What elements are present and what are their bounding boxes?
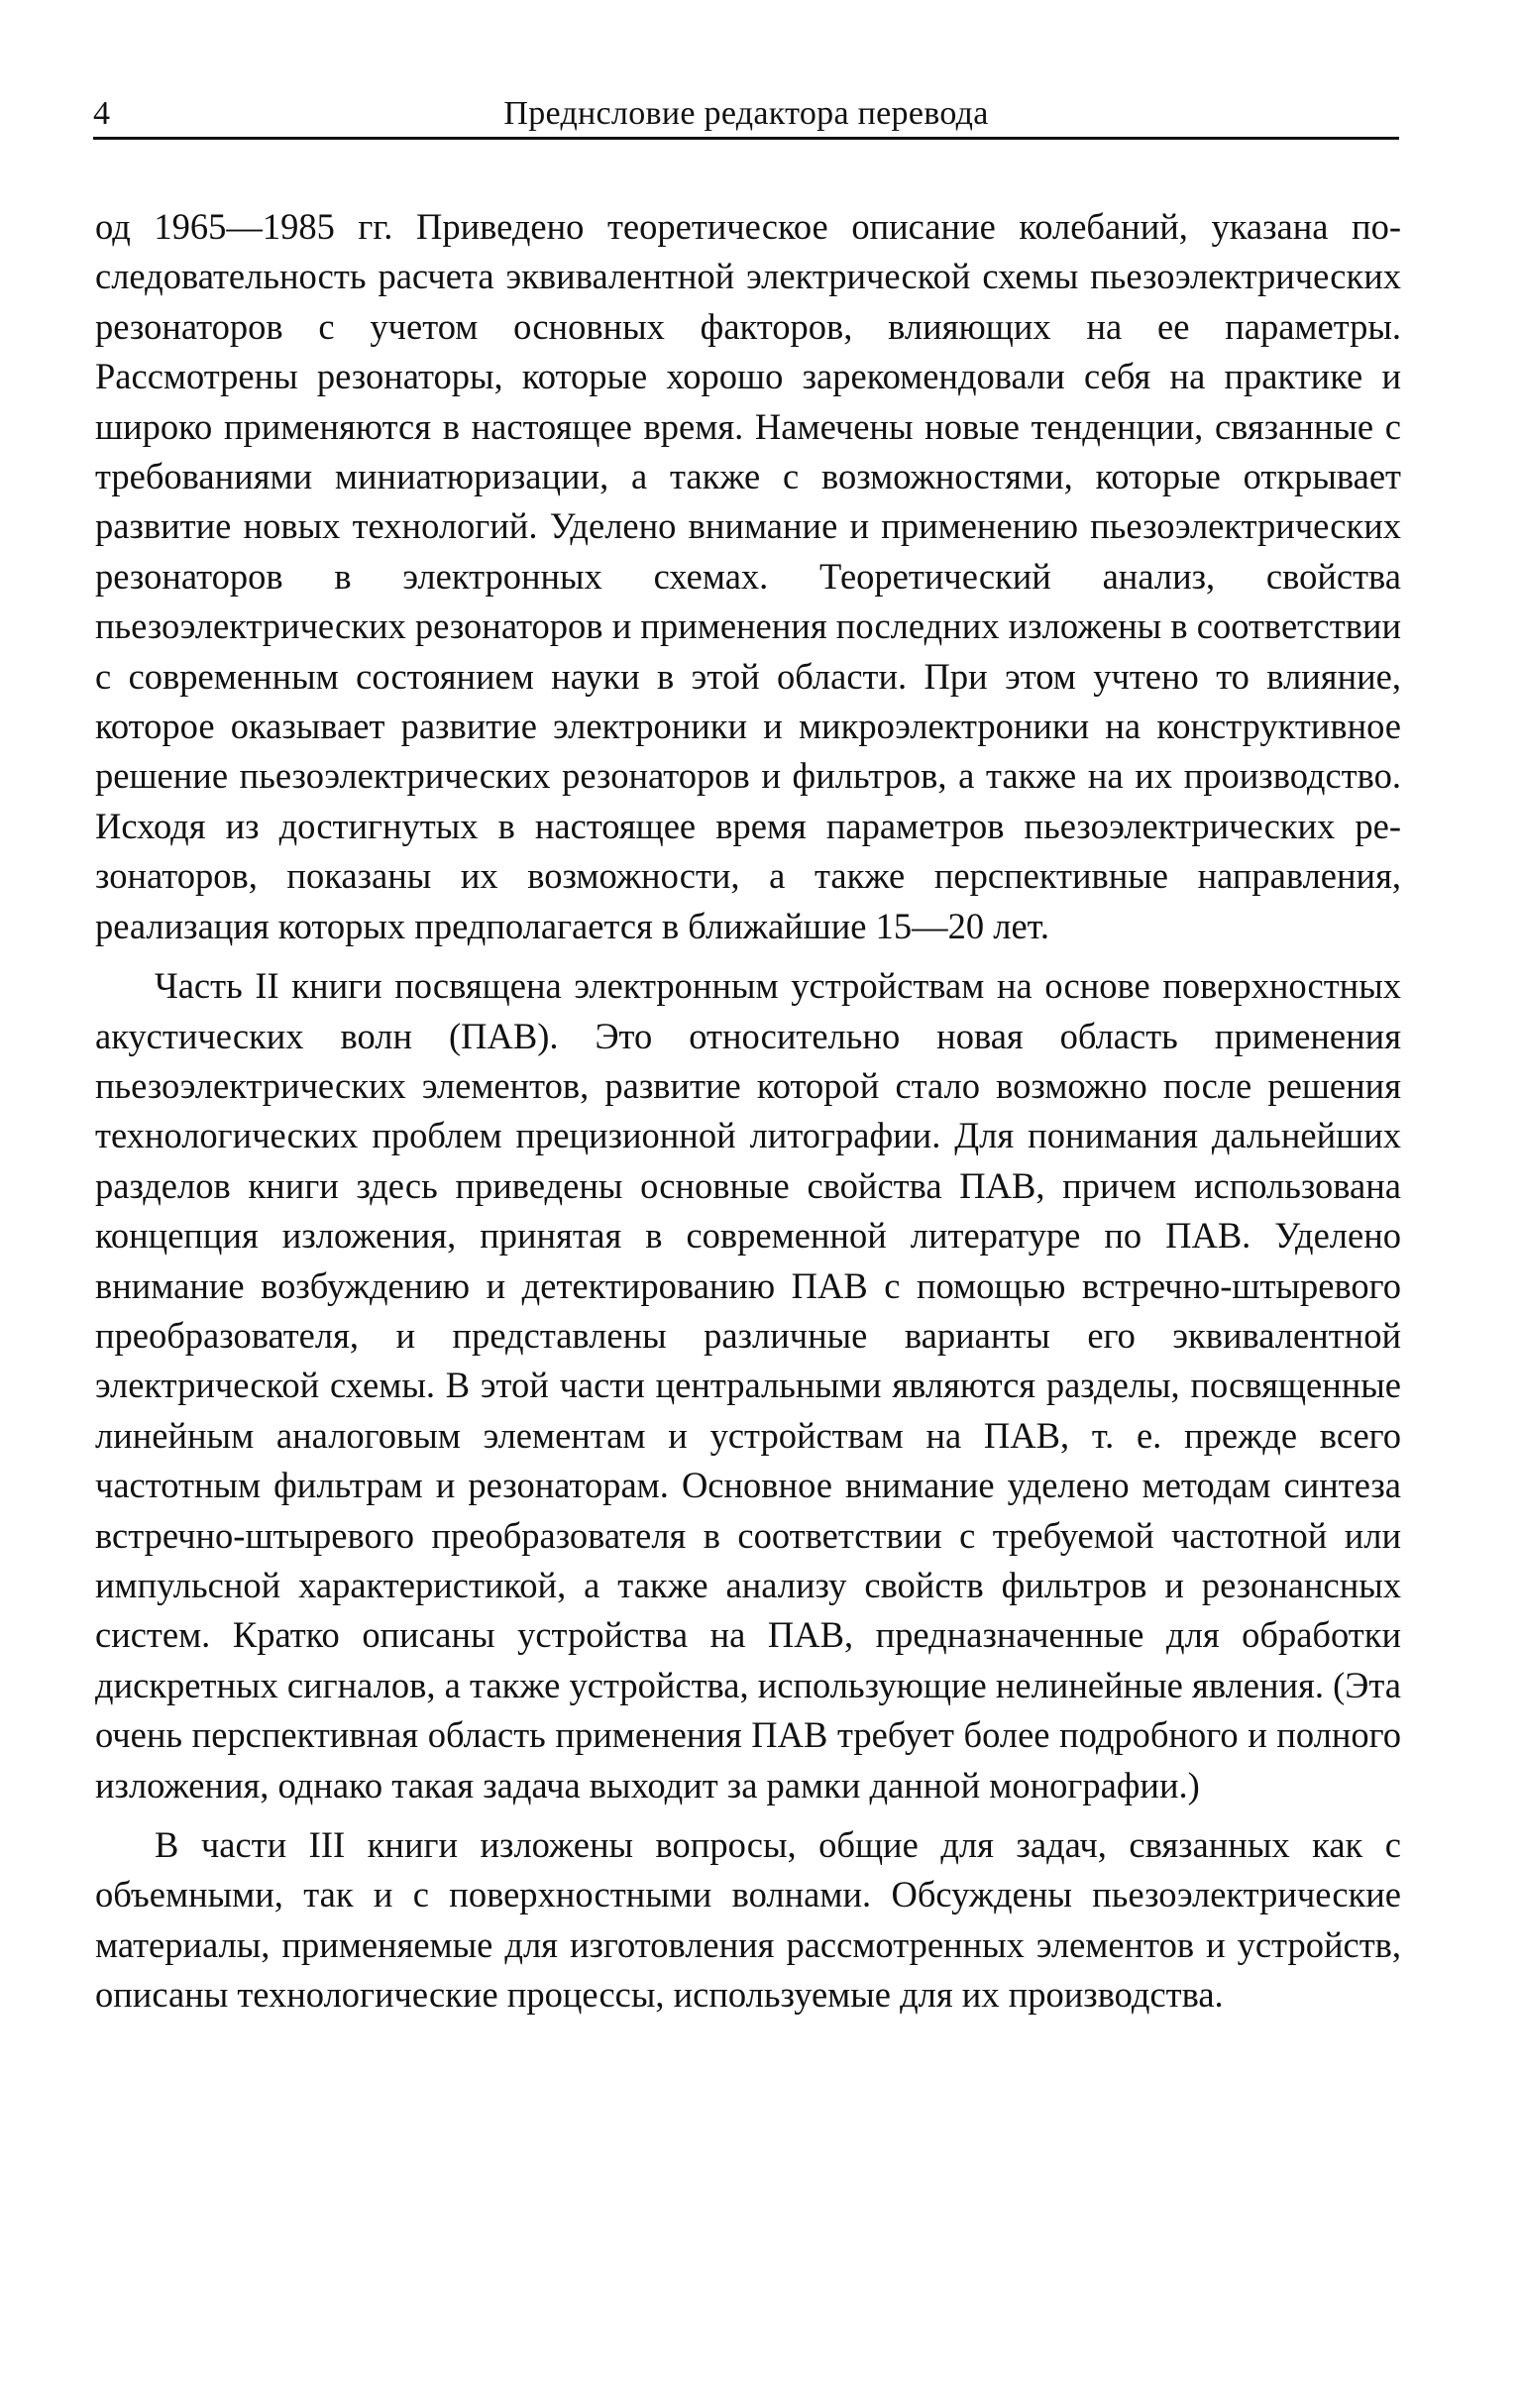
paragraph-continuation: од 1965—1985 гг. Приведено теоретическое описание колебаний, указана последовательность расчета эквивалентной электрической схемы пьезоэлектрических резонаторов с учетом основных факторов, влияющих на ее параметры. Рассмотрены резонаторы, которые хорошо зарекомендовали себя на практике и широко применяются в настоящее время. Намечены новые тенденции, связанные с требованиями миниатюризации, а также с возможностями, которые открывает развитие новых технологий. Уделено внимание и применению пьезоэлектрических резонаторов в электронных схемах. Теоретический анализ, свойства пьезоэлектрических резонаторов и применения последних изложены в соответствии с современным состоянием науки в этой области. При этом учтено то влияние, которое оказывает развитие электроники и микроэлектроники на конструктивное решение пьезоэлектрических резонаторов и фильтров, а также на их производство. Исходя из достигнутых в настоящее время параметров пьезоэлектрических резонаторов, показаны их возможности, а также перспективные направления, реализация которых предполагается в ближайшие 15—20 лет. [95, 206, 1401, 946]
running-header-title: Преднсловие редактора перевода [503, 95, 989, 132]
page-number: 4 [93, 95, 110, 132]
paragraph-part-two: Часть II книги посвящена электронным устройствам на основе поверхностных акустических волн (ПАВ). Это относительно новая область применения пьезоэлектрических элементов, развитие которой стало возможно после решения технологических проблем прецизионной литографии. Для понимания дальнейших разделов книги здесь приведены основные свойства ПАВ, причем использована концепция изложения, принятая в современной литературе по ПАВ. Уделено внимание возбуждению и детектированию ПАВ с помощью встречно-штыревого преобразователя, и представлены различные варианты его эквивалентной электрической схемы. В этой части центральными являются разделы, посвященные линейным аналоговым элементам и устройствам на ПАВ, т. е. прежде всего частотным фильтрам и резонаторам. Основное внимание уделено методам синтеза встречно-штыревого преобразователя в соответствии с требуемой частотной или импульсной характеристикой, а также анализу свойств фильтров и резонансных систем. Кратко описаны устройства на ПАВ, предназначенные для обработки дискретных сигналов, а также устройства, использующие нелинейные явления. (Эта очень перспективная область применения ПАВ требует более подробного и полного изложения, однако такая задача выходит за рамки данной монографии.) [95, 965, 1401, 1806]
body-text [95, 202, 1401, 2030]
running-header [93, 91, 1399, 140]
paragraph-part-three: В части III книги изложены вопросы, общие для задач, связанных как с объемными, так и с поверхностными волнами. Обсуждены пьезоэлектрические материалы, применяемые для изготовления рассмотренных элементов и устройств, описаны технологические процессы, используемые для их производства. [95, 1824, 1401, 2016]
